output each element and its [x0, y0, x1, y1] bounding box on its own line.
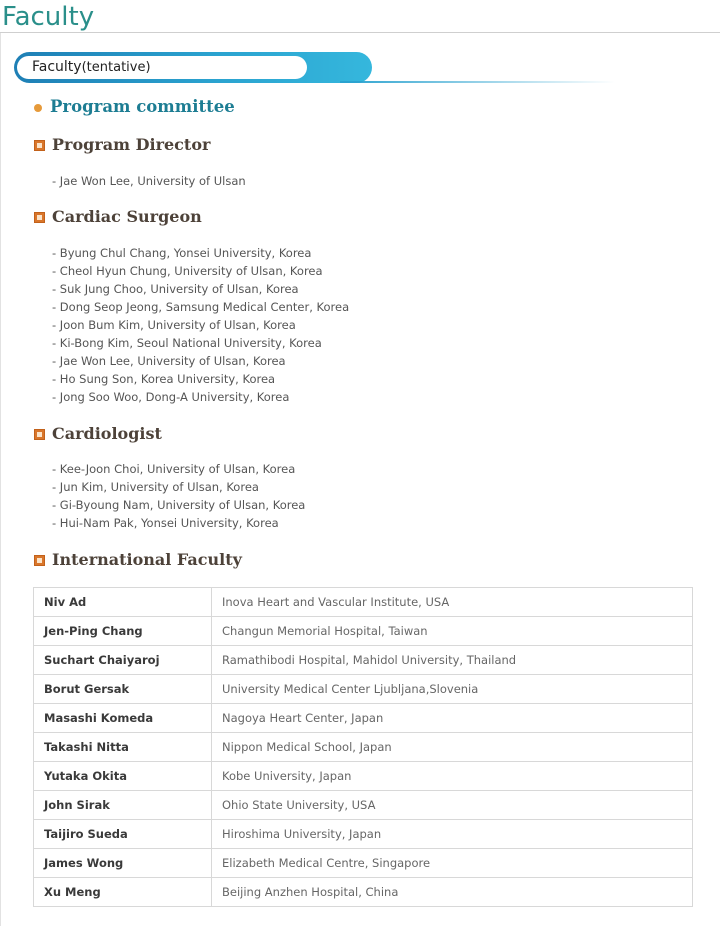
faculty-name: Taijiro Sueda: [34, 820, 212, 849]
faculty-name: John Sirak: [34, 791, 212, 820]
banner-label: [17, 56, 307, 79]
international-faculty-heading: [34, 549, 242, 571]
list-item: - Ki-Bong Kim, Seoul National University, Korea: [52, 336, 322, 350]
program-director-list: [52, 172, 246, 190]
list-item: - Gi-Byoung Nam, University of Ulsan, Korea: [52, 498, 306, 512]
cardiac-surgeon-heading: [34, 206, 202, 228]
list-item: - Suk Jung Choo, University of Ulsan, Korea: [52, 282, 299, 296]
list-item: - Cheol Hyun Chung, University of Ulsan, Korea: [52, 264, 323, 278]
faculty-institution: Changun Memorial Hospital, Taiwan: [212, 617, 693, 646]
orange-square-bullet-icon: [34, 140, 45, 151]
list-item: - Jae Won Lee, University of Ulsan: [52, 174, 246, 188]
program-committee-heading: [34, 96, 235, 118]
title-divider: [0, 32, 720, 33]
international-faculty-table: [33, 587, 693, 907]
list-item: - Jae Won Lee, University of Ulsan, Korea: [52, 354, 286, 368]
list-item: - Hui-Nam Pak, Yonsei University, Korea: [52, 516, 279, 530]
content-frame-border: [0, 33, 1, 926]
table-row: [34, 820, 693, 849]
section-banner: [14, 52, 372, 83]
faculty-institution: Beijing Anzhen Hospital, China: [212, 878, 693, 907]
program-director-heading: [34, 134, 210, 156]
faculty-name: Niv Ad: [34, 588, 212, 617]
faculty-institution: Nippon Medical School, Japan: [212, 733, 693, 762]
faculty-institution: Hiroshima University, Japan: [212, 820, 693, 849]
cardiologist-list: [52, 460, 305, 532]
faculty-institution: Inova Heart and Vascular Institute, USA: [212, 588, 693, 617]
table-row: [34, 878, 693, 907]
cardiologist-heading: [34, 423, 162, 445]
faculty-name: Xu Meng: [34, 878, 212, 907]
faculty-institution: Ramathibodi Hospital, Mahidol University, Thailand: [212, 646, 693, 675]
faculty-name: Borut Gersak: [34, 675, 212, 704]
section-heading-text: Cardiac Surgeon: [52, 207, 202, 226]
table-row: [34, 675, 693, 704]
table-row: [34, 791, 693, 820]
orange-square-bullet-icon: [34, 555, 45, 566]
faculty-name: Yutaka Okita: [34, 762, 212, 791]
banner-label-main: Faculty: [32, 59, 82, 75]
orange-square-bullet-icon: [34, 212, 45, 223]
banner-underline: [340, 81, 615, 83]
table-row: [34, 588, 693, 617]
section-heading-text: Program Director: [52, 135, 211, 154]
table-row: [34, 762, 693, 791]
committee-heading-text: Program committee: [50, 97, 235, 116]
faculty-name: Jen-Ping Chang: [34, 617, 212, 646]
list-item: - Ho Sung Son, Korea University, Korea: [52, 372, 276, 386]
faculty-name: Takashi Nitta: [34, 733, 212, 762]
orange-square-bullet-icon: [34, 429, 45, 440]
faculty-name: Suchart Chaiyaroj: [34, 646, 212, 675]
list-item: - Kee-Joon Choi, University of Ulsan, Korea: [52, 462, 296, 476]
table-row: [34, 617, 693, 646]
section-heading-text: Cardiologist: [52, 424, 162, 443]
table-row: [34, 733, 693, 762]
list-item: - Jong Soo Woo, Dong-A University, Korea: [52, 390, 290, 404]
faculty-name: James Wong: [34, 849, 212, 878]
faculty-institution: Kobe University, Japan: [212, 762, 693, 791]
section-heading-text: International Faculty: [52, 550, 242, 569]
banner-label-tentative: (tentative): [81, 60, 151, 75]
list-item: - Dong Seop Jeong, Samsung Medical Center, Korea: [52, 300, 350, 314]
faculty-institution: University Medical Center Ljubljana,Slovenia: [212, 675, 693, 704]
list-item: - Byung Chul Chang, Yonsei University, Korea: [52, 246, 312, 260]
table-row: [34, 646, 693, 675]
faculty-institution: Nagoya Heart Center, Japan: [212, 704, 693, 733]
page-title: Faculty: [2, 2, 95, 32]
faculty-name: Masashi Komeda: [34, 704, 212, 733]
table-row: [34, 849, 693, 878]
table-row: [34, 704, 693, 733]
list-item: - Jun Kim, University of Ulsan, Korea: [52, 480, 259, 494]
faculty-institution: Elizabeth Medical Centre, Singapore: [212, 849, 693, 878]
list-item: - Joon Bum Kim, University of Ulsan, Korea: [52, 318, 296, 332]
faculty-institution: Ohio State University, USA: [212, 791, 693, 820]
cardiac-surgeon-list: [52, 244, 349, 406]
orange-dot-icon: [34, 104, 42, 112]
